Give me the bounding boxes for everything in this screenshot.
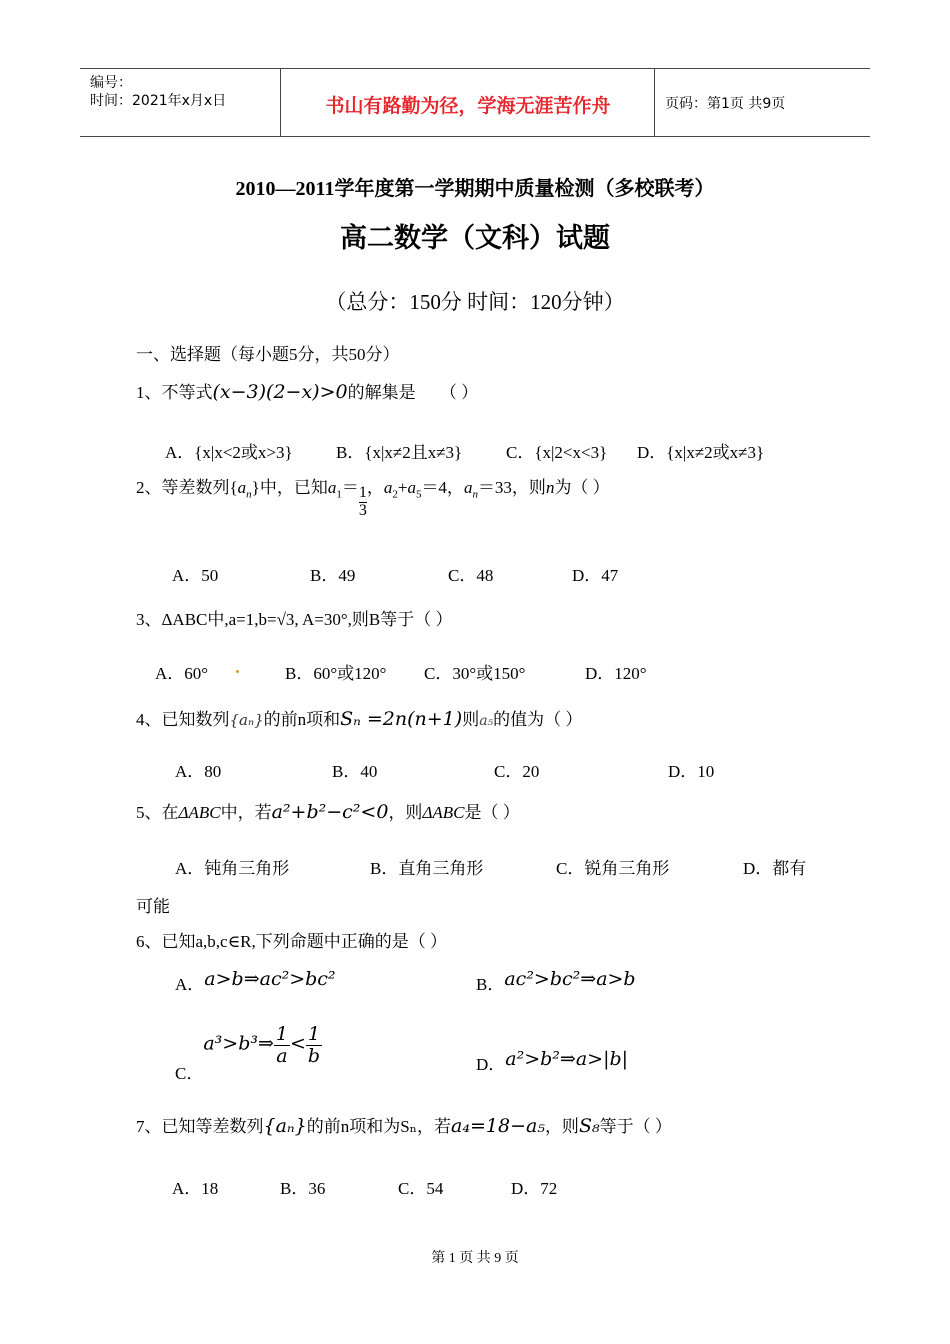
q6-frac1-den: a	[276, 1044, 288, 1067]
q1-option-d: D．{x|x≠2或x≠3}	[637, 443, 765, 462]
q5-option-c: C．锐角三角形	[556, 859, 670, 878]
q2-n: n	[545, 478, 555, 497]
q7-option-d: D．72	[511, 1179, 558, 1198]
q2-fraction	[359, 485, 367, 520]
q7-prefix: 7、已知等差数列	[136, 1117, 264, 1136]
q6-option-c	[175, 1024, 322, 1084]
q1-expr: (x−3)(2−x)>0	[212, 381, 348, 403]
q5-option-b: B．直角三角形	[370, 859, 484, 878]
question-3: 3、ΔABC中,a=1,b=√3, A=30°,则B等于（ ）	[136, 610, 453, 629]
q2-a5-sub: 5	[415, 488, 422, 501]
q2-eq3: ＝33，则	[477, 478, 546, 497]
q6-option-d-label: D．	[476, 1055, 506, 1074]
question-2	[136, 473, 610, 520]
q4-mid: 的前n项和	[263, 710, 341, 729]
q6-option-b	[476, 968, 636, 995]
q3-option-b: B．60°或120°	[285, 664, 387, 683]
q4-option-c: C．20	[494, 762, 540, 781]
q2-seq: a	[237, 478, 247, 497]
q6-option-c-lt: <	[290, 1032, 306, 1055]
q7-mid: 的前n项和为Sₙ，若	[306, 1117, 452, 1136]
question-6: 6、已知a,b,c∈R,下列命题中正确的是（ ）	[136, 932, 448, 951]
q5-triangle: ΔABC	[178, 803, 221, 822]
q2-mid2: ，	[366, 478, 384, 497]
q4-mid2: 则	[462, 710, 480, 729]
q4-a5: a₅	[479, 713, 494, 729]
q4-option-b: B．40	[332, 762, 378, 781]
question-7	[136, 1112, 672, 1137]
q2-a2: a	[383, 478, 393, 497]
motto: 书山有路勤为径，学海无涯苦作舟	[325, 95, 611, 117]
page-info: 页码：第1页 共9页	[665, 96, 786, 112]
q6-option-c-expr: a³>b³⇒	[203, 1032, 274, 1055]
q1-option-a: A．{x|x<2或x>3}	[165, 443, 293, 462]
q2-prefix: 2、等差数列{	[136, 478, 238, 497]
q6-frac2-num: 1	[307, 1023, 321, 1045]
number-label: 编号：	[90, 75, 132, 91]
q2-a1: a	[327, 478, 337, 497]
q7-option-a: A．18	[172, 1179, 219, 1198]
header-divider	[280, 69, 281, 136]
q5-option-d: D．都有	[743, 859, 807, 878]
header-table	[80, 68, 870, 137]
q6-option-a-expr: a>b⇒ac²>bc²	[204, 968, 336, 990]
question-1	[136, 378, 478, 403]
q7-s8: S₈	[578, 1115, 600, 1137]
q4-prefix: 4、已知数列	[136, 710, 230, 729]
stray-dot	[236, 670, 239, 673]
q2-frac-den: 3	[358, 502, 367, 519]
q1-option-b: B．{x|x≠2且x≠3}	[336, 443, 463, 462]
time-label: 时间：2021年x月x日	[90, 93, 227, 109]
q4-seq: {aₙ}	[229, 711, 264, 729]
q4-sn: Sₙ =2n(n+1)	[340, 708, 463, 730]
question-4	[136, 705, 582, 730]
q4-suffix: 的值为（ ）	[493, 710, 583, 729]
q5-option-d-wrap: 可能	[136, 897, 170, 916]
q3-option-a: A．60°	[155, 664, 209, 683]
q2-seq-sub: n	[246, 488, 252, 501]
section-heading: 一、选择题（每小题5分，共50分）	[136, 345, 400, 364]
q2-suffix: 为（ ）	[554, 478, 610, 497]
q2-plus: +	[397, 478, 408, 497]
q2-option-d: D．47	[572, 566, 619, 585]
q6-option-c-label: C．	[175, 1064, 204, 1084]
q2-an: a	[463, 478, 473, 497]
q4-option-d: D．10	[668, 762, 715, 781]
q6-option-c-frac2	[306, 1024, 322, 1067]
q1-option-c: C．{x|2<x<3}	[506, 443, 608, 462]
q6-option-d-expr: a²>b²⇒a>|b|	[505, 1048, 629, 1070]
q2-mid1: }中，已知	[251, 478, 328, 497]
q6-option-a	[175, 968, 336, 995]
q5-suffix: 是（ ）	[464, 803, 520, 822]
q5-triangle-2: ΔABC	[422, 803, 465, 822]
q6-option-b-label: B．	[476, 975, 505, 994]
header-divider	[654, 69, 655, 136]
q7-condition: a₄=18−a₅	[451, 1115, 545, 1137]
q6-frac1-num: 1	[275, 1023, 289, 1045]
q7-seq: {aₙ}	[263, 1115, 307, 1137]
q5-mid2: ，则	[388, 803, 423, 822]
q2-eq1: ＝	[341, 478, 359, 497]
exam-title: 高二数学（文科）试题	[340, 223, 610, 253]
q7-suffix: 等于（ ）	[599, 1117, 672, 1136]
exam-subtitle: 2010—2011学年度第一学期期中质量检测（多校联考）	[235, 178, 715, 200]
q2-option-b: B．49	[310, 566, 356, 585]
exam-info: （总分：150分 时间：120分钟）	[325, 290, 625, 314]
q7-option-c: C．54	[398, 1179, 444, 1198]
q2-an-sub: n	[472, 488, 478, 501]
question-5	[136, 798, 520, 823]
q5-option-a: A．钝角三角形	[175, 859, 290, 878]
q3-option-c: C．30°或150°	[424, 664, 526, 683]
q6-option-d	[476, 1048, 628, 1075]
q1-prefix: 1、不等式	[136, 383, 213, 402]
q1-answer-blank: （ ）	[439, 383, 479, 402]
q1-suffix: 的解集是	[347, 383, 416, 402]
q2-a5: a	[407, 478, 416, 497]
page-footer: 第 1 页 共 9 页	[431, 1251, 519, 1266]
q2-a2-sub: 2	[392, 488, 398, 501]
q5-mid: 中，若	[220, 803, 272, 822]
q5-condition: a²+b²−c²<0	[271, 801, 389, 823]
q2-option-c: C．48	[448, 566, 494, 585]
q6-option-b-expr: ac²>bc²⇒a>b	[504, 968, 636, 990]
q5-prefix: 5、在	[136, 803, 179, 822]
q6-frac2-den: b	[307, 1044, 321, 1067]
q7-option-b: B．36	[280, 1179, 326, 1198]
q2-eq2: ＝4，	[421, 478, 464, 497]
q3-option-d: D．120°	[585, 664, 647, 683]
q2-option-a: A．50	[172, 566, 219, 585]
q4-option-a: A．80	[175, 762, 222, 781]
q7-mid2: ，则	[544, 1117, 579, 1136]
q2-a1-sub: 1	[336, 488, 342, 501]
q6-option-c-frac1	[274, 1024, 290, 1067]
q2-frac-num: 1	[358, 484, 367, 502]
q6-option-a-label: A．	[175, 975, 205, 994]
